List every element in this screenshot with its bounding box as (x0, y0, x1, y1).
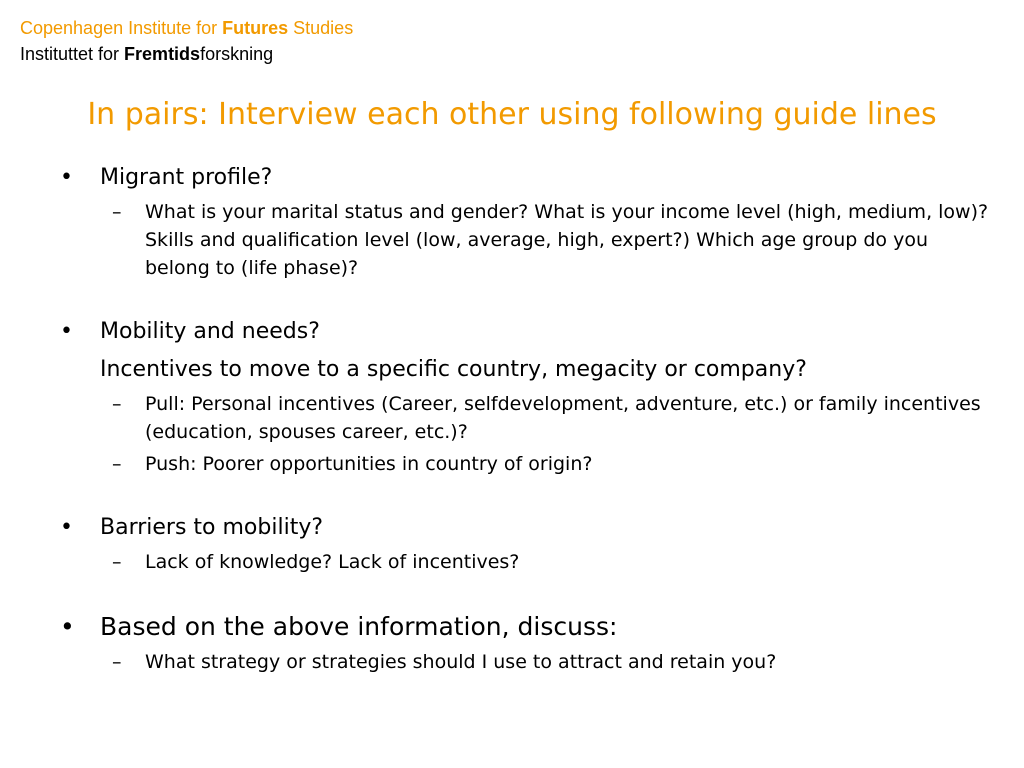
bullet-text: Migrant profile? (100, 165, 273, 190)
spacer (60, 282, 990, 316)
sub-bullet-text: Push: Poorer opportunities in country of origin? (145, 453, 593, 475)
org-name-danish (20, 41, 353, 67)
sub-bullet-item (60, 390, 990, 446)
org-name-english (20, 15, 353, 41)
bullet-item (60, 512, 990, 544)
dash-icon: – (112, 201, 122, 223)
bullet-text: Based on the above information, discuss: (100, 612, 618, 641)
bullet-icon: • (60, 612, 75, 641)
sub-bullet-text: What strategy or strategies should I use to attract and retain you? (145, 651, 777, 673)
bullet-icon: • (60, 515, 73, 540)
bullet-item (60, 162, 990, 194)
sub-bullet-text: Pull: Personal incentives (Career, selfdevelopment, adventure, etc.) or family incentives (education, spouses career, etc.)? (145, 393, 981, 443)
dash-icon: – (112, 393, 122, 415)
sub-bullet-item (60, 648, 990, 676)
sub-bullet-item (60, 548, 990, 576)
slide-title: In pairs: Interview each other using following guide lines (87, 97, 937, 132)
sub-bullet-text: Lack of knowledge? Lack of incentives? (145, 551, 520, 573)
org-dk-text-2: forskning (200, 44, 274, 64)
org-dk-bold: Fremtids (124, 44, 201, 64)
bullet-item (60, 316, 990, 348)
bullet-continuation: Incentives to move to a specific country, megacity or company? (100, 357, 807, 382)
spacer (60, 576, 990, 610)
organization-header (20, 15, 353, 67)
dash-icon: – (112, 651, 122, 673)
bullet-icon: • (60, 165, 73, 190)
sub-bullet-text: What is your marital status and gender? What is your income level (high, medium, low)? Skills and qualification level (low, average, high, expert?) Which age group do you belong to (life phase)? (145, 201, 989, 279)
bullet-text: Barriers to mobility? (100, 515, 324, 540)
org-dk-text-1: Instituttet for (20, 44, 125, 64)
bullet-item (60, 610, 990, 644)
sub-bullet-item (60, 450, 990, 478)
sub-bullet-item (60, 198, 990, 282)
spacer (60, 478, 990, 512)
bullet-icon: • (60, 319, 73, 344)
org-en-bold: Futures (222, 18, 289, 38)
dash-icon: – (112, 453, 122, 475)
org-en-text-1: Copenhagen Institute for (20, 18, 223, 38)
dash-icon: – (112, 551, 122, 573)
org-en-text-2: Studies (288, 18, 354, 38)
slide-body (60, 162, 990, 676)
bullet-text: Mobility and needs? (100, 319, 320, 344)
